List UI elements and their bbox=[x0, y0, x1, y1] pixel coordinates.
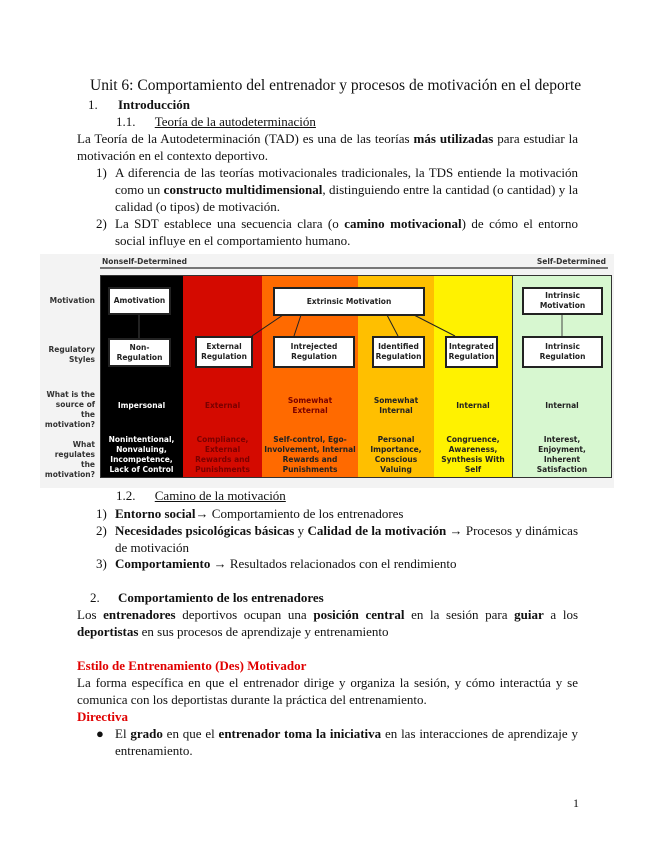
text: La Teoría de la Autodeterminación (TAD) es una de las teorías bbox=[77, 131, 414, 146]
box-intrinsic-motivation: Intrinsic Motivation bbox=[522, 287, 603, 315]
text: → Procesos y dinámicas de motivación bbox=[115, 523, 579, 555]
section-2-heading bbox=[90, 589, 324, 606]
nonself-determined-label: Nonself-Determined bbox=[102, 257, 187, 266]
list-text bbox=[115, 522, 578, 556]
box-amotivation: Amotivation bbox=[108, 287, 171, 315]
source-internal-intrinsic: Internal bbox=[545, 401, 579, 410]
bold-text: grado bbox=[130, 726, 163, 741]
subsection-label: Camino de la motivación bbox=[154, 488, 286, 503]
text: para estudiar la motivación en el contexto deportivo. bbox=[77, 131, 579, 163]
subsection-1-1-heading bbox=[116, 113, 316, 130]
bold-text: Entorno social bbox=[115, 506, 196, 521]
list-number: 2) bbox=[96, 523, 107, 538]
source-somewhat-external: Somewhat External bbox=[287, 396, 333, 415]
text: → Resultados relacionados con el rendimiento bbox=[210, 556, 457, 571]
section-1-heading bbox=[88, 96, 190, 113]
text: a los bbox=[543, 607, 579, 622]
list-number: 2) bbox=[96, 216, 107, 231]
bold-text: camino motivacional bbox=[344, 216, 462, 231]
regulates-amotivation: Nonintentional, Nonvaluing, Incompetence, Lack of Control bbox=[108, 435, 175, 474]
intro-paragraph bbox=[77, 130, 578, 164]
list-text bbox=[115, 215, 578, 249]
sdt-continuum-diagram bbox=[40, 254, 614, 488]
row-label-regulatory-styles: Regulatory Styles bbox=[48, 345, 95, 364]
bold-text: guiar bbox=[514, 607, 544, 622]
self-determined-label: Self-Determined bbox=[536, 257, 606, 266]
source-external: External bbox=[204, 401, 241, 410]
text: en que el bbox=[162, 726, 219, 741]
text: , distinguiendo entre la cantidad (o cantidad) y la calidad (o tipos) de motivación. bbox=[115, 182, 578, 214]
bold-text: Necesidades psicológicas básicas bbox=[115, 523, 295, 538]
bold-text: deportistas bbox=[77, 624, 139, 639]
bullet-icon: ● bbox=[96, 726, 104, 741]
regulates-external: Compliance, External Rewards and Punishments bbox=[195, 435, 250, 474]
box-external-regulation: External Regulation bbox=[195, 336, 253, 368]
box-non-regulation: Non-Regulation bbox=[108, 338, 171, 367]
list-text bbox=[115, 505, 578, 522]
directiva-heading: Directiva bbox=[77, 709, 129, 724]
section-label: Introducción bbox=[118, 97, 190, 112]
regulates-integrated: Congruence, Awareness, Synthesis With Self bbox=[441, 435, 505, 474]
bold-text: constructo multidimensional bbox=[163, 182, 323, 197]
bold-text: entrenador toma la iniciativa bbox=[218, 726, 382, 741]
regulates-introjected: Self-control, Ego-Involvement, Internal Rewards and Punishments bbox=[264, 435, 356, 474]
source-internal-integrated: Internal bbox=[456, 401, 490, 410]
list-number: 1) bbox=[96, 506, 107, 521]
box-intrinsic-regulation: Intrinsic Regulation bbox=[522, 336, 603, 368]
source-impersonal: Impersonal bbox=[117, 401, 166, 410]
bullet-text bbox=[115, 725, 578, 759]
section-label: Comportamiento de los entrenadores bbox=[118, 590, 324, 605]
coaching-style-heading: Estilo de Entrenamiento (Des) Motivador bbox=[77, 658, 307, 673]
box-extrinsic-motivation: Extrinsic Motivation bbox=[273, 287, 425, 316]
bold-text: Comportamiento bbox=[115, 556, 211, 571]
list-text bbox=[115, 555, 578, 572]
subsection-1-2-heading bbox=[116, 487, 286, 504]
bold-text: Calidad de la motivación bbox=[307, 523, 447, 538]
box-identified-regulation: Identified Regulation bbox=[372, 336, 425, 368]
text: y bbox=[294, 523, 308, 538]
section-number: 2. bbox=[90, 590, 100, 605]
regulates-intrinsic: Interest, Enjoyment, Inherent Satisfaction bbox=[536, 435, 588, 474]
box-introjected-regulation: Intrejected Regulation bbox=[273, 336, 355, 368]
list-number: 1) bbox=[96, 165, 107, 180]
row-label-regulates: What regulates the motivation? bbox=[44, 440, 95, 479]
list-number: 3) bbox=[96, 556, 107, 571]
text: Los bbox=[77, 607, 104, 622]
text: ) de cómo el entorno social influye en el comportamiento humano. bbox=[115, 216, 578, 248]
bold-text: entrenadores bbox=[103, 607, 176, 622]
coaching-style-paragraph: La forma específica en que el entrenador dirige y organiza la sesión, y cómo interactúa y se comunica con los deportistas durante la práctica del entrenamiento. bbox=[77, 675, 578, 707]
text: La SDT establece una secuencia clara (o bbox=[115, 216, 345, 231]
row-label-source: What is the source of the motivation? bbox=[44, 390, 95, 429]
subsection-number: 1.2. bbox=[116, 488, 136, 503]
text: → Comportamiento de los entrenadores bbox=[195, 506, 404, 521]
coaches-paragraph bbox=[77, 606, 578, 640]
bold-text: más utilizadas bbox=[413, 131, 494, 146]
box-integrated-regulation: Integrated Regulation bbox=[445, 336, 498, 368]
list-text bbox=[115, 164, 578, 215]
subsection-label: Teoría de la autodeterminación bbox=[154, 114, 316, 129]
text: A diferencia de las teorías motivacionales tradicionales, la TDS entiende la motivación como un bbox=[115, 165, 578, 197]
text: en las interacciones de aprendizaje y entrenamiento. bbox=[115, 726, 578, 758]
row-label-motivation: Motivation bbox=[49, 296, 95, 305]
section-number: 1. bbox=[88, 97, 98, 112]
page-number: 1 bbox=[573, 796, 579, 810]
page-title: Unit 6: Comportamiento del entrenador y procesos de motivación en el deporte bbox=[90, 77, 582, 94]
bold-text: posición central bbox=[313, 607, 405, 622]
subsection-number: 1.1. bbox=[116, 114, 136, 129]
text: El bbox=[115, 726, 131, 741]
text: en sus procesos de aprendizaje y entrenamiento bbox=[138, 624, 389, 639]
regulates-identified: Personal Importance, Conscious Valuing bbox=[370, 435, 422, 474]
source-somewhat-internal: Somewhat Internal bbox=[373, 396, 419, 415]
text: deportivos ocupan una bbox=[175, 607, 314, 622]
text: en la sesión para bbox=[404, 607, 515, 622]
